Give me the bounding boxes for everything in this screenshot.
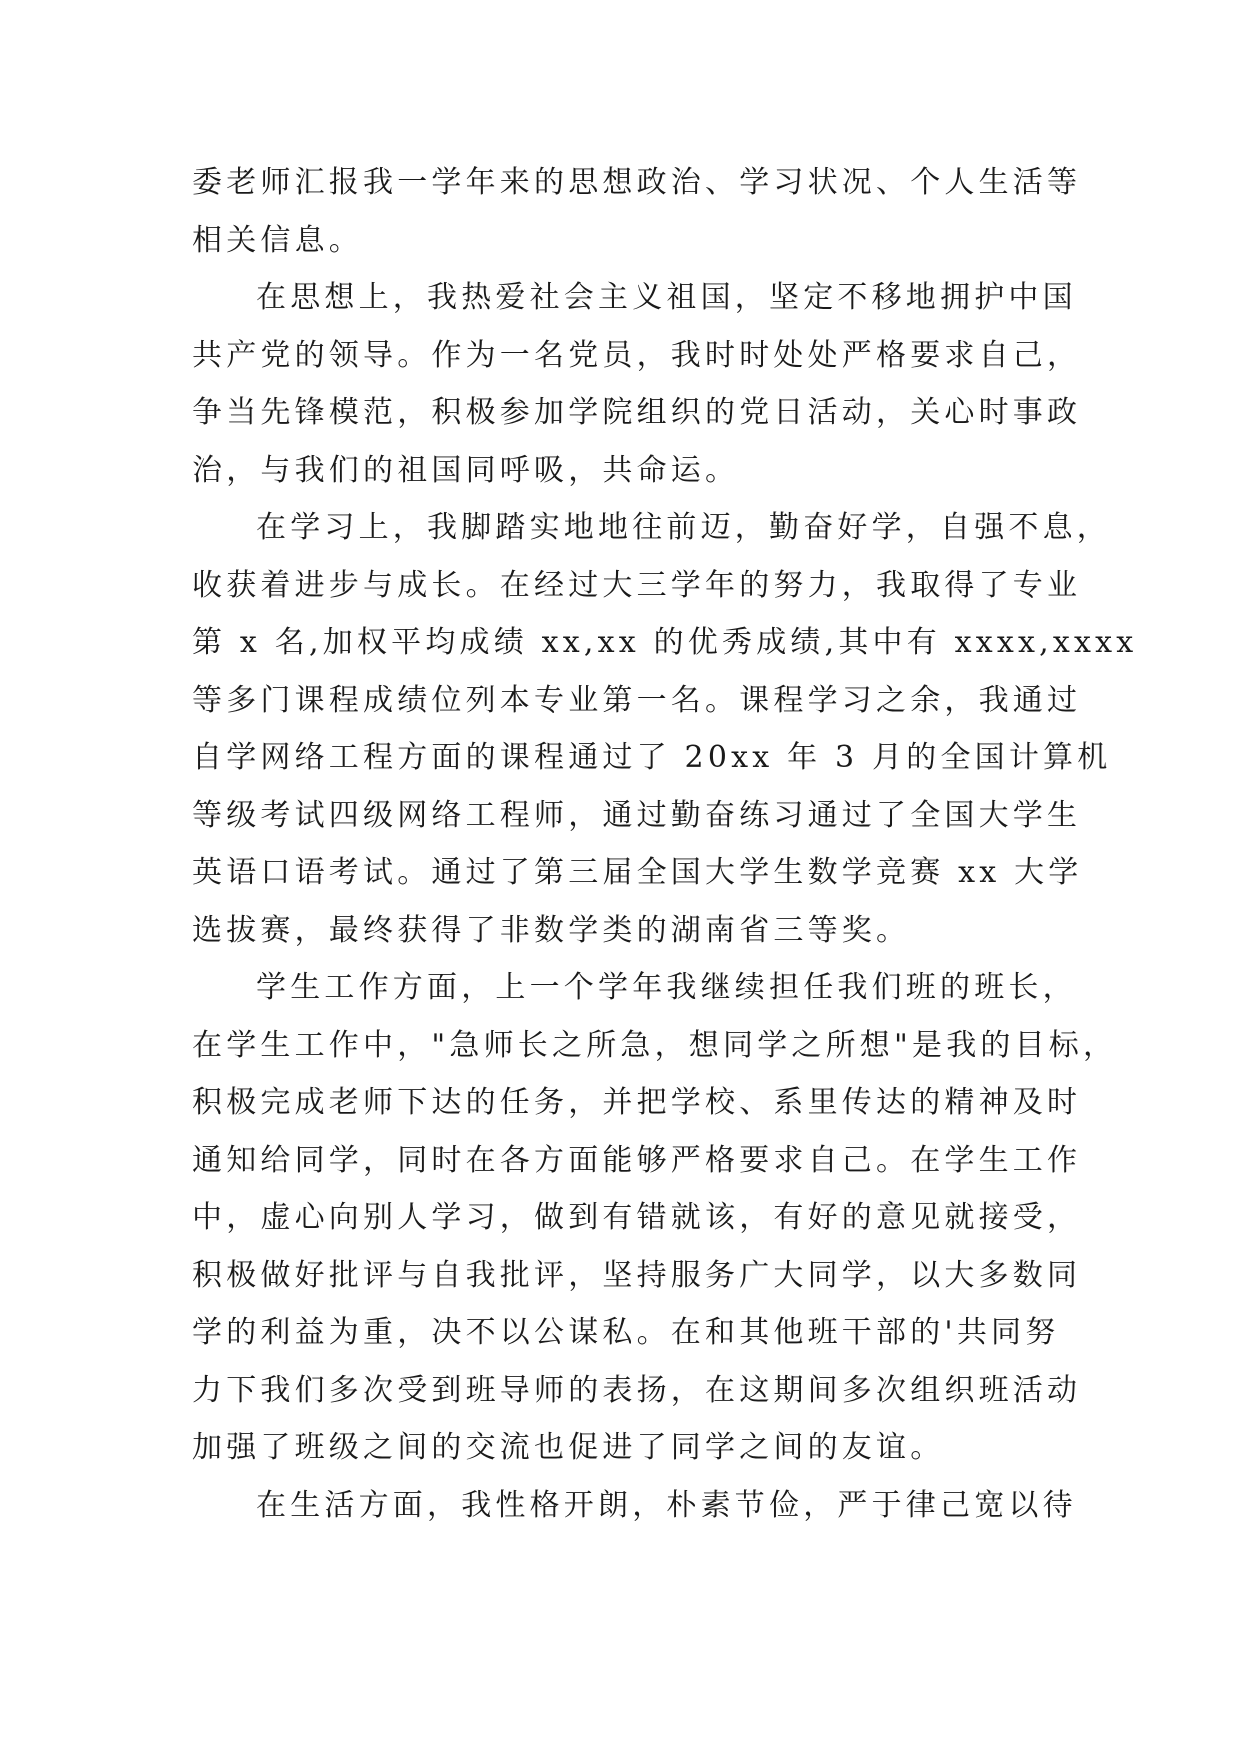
text-line: 中，虚心向别人学习，做到有错就该，有好的意见就接受， <box>192 1200 1082 1235</box>
text-line: 收获着进步与成长。在经过大三学年的努力，我取得了专业 <box>192 567 1082 603</box>
text-line: 等级考试四级网络工程师，通过勤奋练习通过了全国大学生 <box>192 797 1082 833</box>
text-line: 选拔赛，最终获得了非数学类的湖南省三等奖。 <box>192 912 911 948</box>
text-line: 积极完成老师下达的任务，并把学校、系里传达的精神及时 <box>192 1085 1082 1120</box>
document-body <box>192 154 1138 1534</box>
text-line: 治，与我们的祖国同呼吸，共命运。 <box>192 452 740 488</box>
text-line: 相关信息。 <box>192 222 363 258</box>
text-line: 在思想上，我热爱社会主义祖国，坚定不移地拥护中国 <box>256 280 1077 315</box>
text-line: 学生工作方面，上一个学年我继续担任我们班的班长， <box>256 970 1077 1005</box>
text-line: 等多门课程成绩位列本专业第一名。课程学习之余，我通过 <box>192 682 1082 718</box>
text-line: 通知给同学，同时在各方面能够严格要求自己。在学生工作 <box>192 1142 1082 1178</box>
text-line: 在学生工作中，"急师长之所急，想同学之所想"是我的目标， <box>192 1027 1118 1063</box>
text-line: 委老师汇报我一学年来的思想政治、学习状况、个人生活等 <box>192 165 1082 200</box>
text-line: 积极做好批评与自我批评，坚持服务广大同学，以大多数同 <box>192 1257 1082 1293</box>
text-line: 争当先锋模范，积极参加学院组织的党日活动，关心时事政 <box>192 395 1082 430</box>
text-line: 英语口语考试。通过了第三届全国大学生数学竞赛 xx 大学 <box>192 855 1083 890</box>
text-line: 第 x 名,加权平均成绩 xx,xx 的优秀成绩,其中有 xxxx,xxxx <box>192 625 1138 660</box>
text-line: 力下我们多次受到班导师的表扬，在这期间多次组织班活动 <box>192 1372 1082 1408</box>
text-line: 在学习上，我脚踏实地地往前迈，勤奋好学，自强不息， <box>256 510 1111 545</box>
text-line: 自学网络工程方面的课程通过了 20xx 年 3 月的全国计算机 <box>192 740 1112 775</box>
text-line: 加强了班级之间的交流也促进了同学之间的友谊。 <box>192 1430 945 1465</box>
text-line: 学的利益为重，决不以公谋私。在和其他班干部的'共同努 <box>192 1315 1060 1350</box>
text-line: 在生活方面，我性格开朗，朴素节俭，严于律己宽以待 <box>256 1487 1077 1523</box>
text-line: 共产党的领导。作为一名党员，我时时处处严格要求自己， <box>192 337 1082 373</box>
